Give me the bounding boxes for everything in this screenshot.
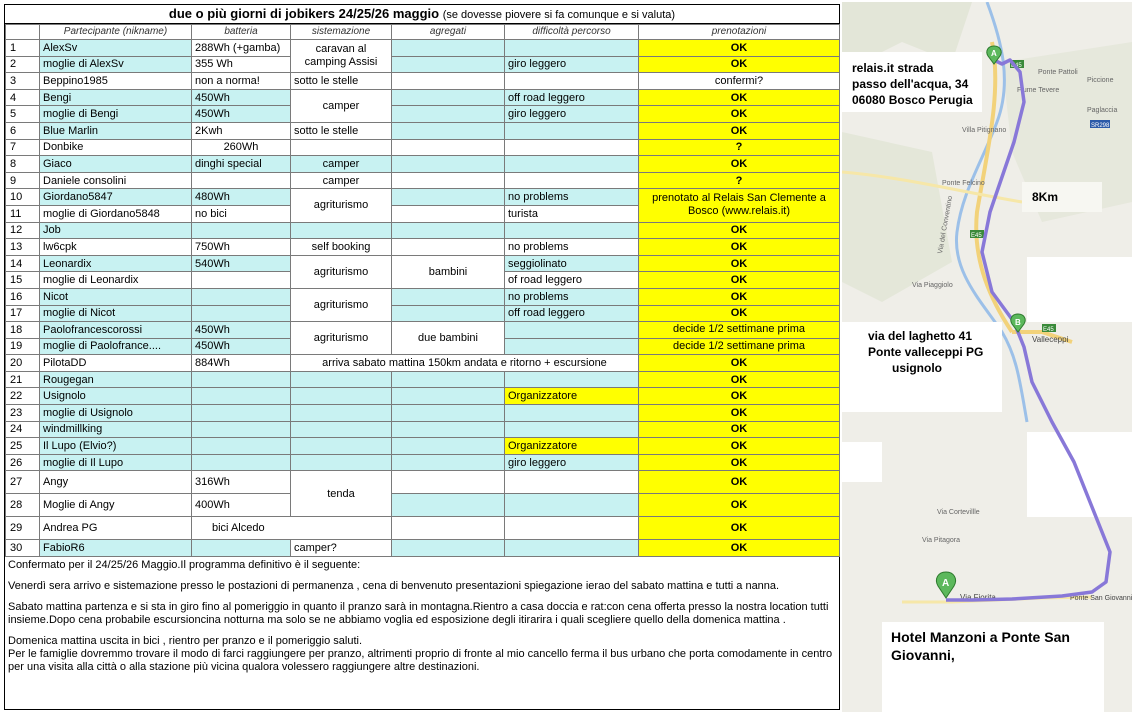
- table-row: [6, 288, 840, 305]
- row-battery: [192, 222, 291, 239]
- row-booking: OK: [639, 56, 840, 73]
- header-battery: batteria: [192, 25, 291, 40]
- row-battery: 450Wh: [192, 89, 291, 106]
- row-battery: [192, 172, 291, 189]
- row-num: 13: [6, 239, 40, 256]
- participants-table: [5, 24, 840, 557]
- row-booking: OK: [639, 106, 840, 123]
- row-aggregates: bambini: [392, 255, 505, 288]
- table-row: [6, 305, 840, 322]
- row-booking: OK: [639, 471, 840, 494]
- row-name: Rougegan: [40, 371, 192, 388]
- row-num: 17: [6, 305, 40, 322]
- row-aggregates: [392, 388, 505, 405]
- row-name: Paolofrancescorossi: [40, 322, 192, 339]
- table-row: [6, 322, 840, 339]
- laghetto-line-2: Ponte valleceppi PG: [868, 345, 984, 359]
- map-label-pattoli: Ponte Pattoli: [1038, 69, 1078, 76]
- row-accommodation: self booking: [291, 239, 392, 256]
- table-row: [6, 421, 840, 438]
- row-num: 6: [6, 122, 40, 139]
- row-name: Giordano5847: [40, 189, 192, 206]
- row-aggregates: [392, 405, 505, 422]
- row-num: 19: [6, 338, 40, 355]
- row-aggregates: [392, 73, 505, 90]
- row-num: 21: [6, 371, 40, 388]
- svg-text:A: A: [991, 49, 997, 58]
- note-friday: Venerdì sera arrivo e sistemazione presso le postazioni di permanenza , cena di benvenuto presentazioni spiegazione ierao del sabato mattina e tutti a nanna.: [8, 580, 780, 593]
- row-aggregates: [392, 56, 505, 73]
- row-num: 4: [6, 89, 40, 106]
- row-battery: 400Wh: [192, 494, 291, 517]
- row-num: 25: [6, 438, 40, 455]
- row-accommodation: [291, 438, 392, 455]
- table-row: [6, 494, 840, 517]
- row-difficulty: [505, 40, 639, 57]
- hotel-line-2: Giovanni,: [891, 647, 955, 663]
- row-aggregates: [392, 239, 505, 256]
- row-num: 1: [6, 40, 40, 57]
- title-note: (se dovesse piovere si fa comunque e si valuta): [442, 9, 676, 21]
- row-name: moglie di Nicot: [40, 305, 192, 322]
- row-booking: OK: [639, 255, 840, 272]
- row-battery: 540Wh: [192, 255, 291, 272]
- row-difficulty: turista: [505, 205, 639, 222]
- row-battery: 450Wh: [192, 338, 291, 355]
- map-label-conventino: Via del Conventino: [937, 195, 955, 255]
- table-row: [6, 73, 840, 90]
- row-name: moglie di Bengi: [40, 106, 192, 123]
- road-shield-e45-low: E45: [1043, 327, 1054, 333]
- row-battery: [192, 288, 291, 305]
- header-difficulty: difficoltà percorso: [505, 25, 639, 40]
- table-row: [6, 189, 840, 206]
- row-name: Donbike: [40, 139, 192, 156]
- row-aggregates: [392, 222, 505, 239]
- row-accommodation: agriturismo: [291, 322, 392, 355]
- row-name: Bengi: [40, 89, 192, 106]
- row-name: FabioR6: [40, 540, 192, 557]
- row-booking: OK: [639, 355, 840, 372]
- row-battery: no bici: [192, 205, 291, 222]
- row-accommodation: [291, 454, 392, 471]
- row-aggregates: [392, 106, 505, 123]
- row-battery: [192, 305, 291, 322]
- table-row: [6, 89, 840, 106]
- row-aggregates: [392, 189, 505, 206]
- hotel-line-1: Hotel Manzoni a Ponte San: [891, 629, 1070, 645]
- row-num: 18: [6, 322, 40, 339]
- row-num: 24: [6, 421, 40, 438]
- row-battery: [192, 272, 291, 289]
- row-difficulty: [505, 471, 639, 494]
- row-name: Blue Marlin: [40, 122, 192, 139]
- row-num: 29: [6, 517, 40, 540]
- row-difficulty: [505, 371, 639, 388]
- row-accommodation: [291, 421, 392, 438]
- row-accommodation: camper: [291, 156, 392, 173]
- row-booking: OK: [639, 222, 840, 239]
- row-aggregates: [392, 371, 505, 388]
- header-participant: Partecipante (nikname): [40, 25, 192, 40]
- row-num: 8: [6, 156, 40, 173]
- row-booking: OK: [639, 494, 840, 517]
- row-aggregates: [392, 89, 505, 106]
- row-difficulty: seggiolinato: [505, 255, 639, 272]
- map-label-piaggiolo: Via Piaggiolo: [912, 282, 953, 289]
- row-booking: OK: [639, 421, 840, 438]
- row-accommodation: [291, 371, 392, 388]
- row-name: Leonardix: [40, 255, 192, 272]
- row-num: 7: [6, 139, 40, 156]
- row-num: 27: [6, 471, 40, 494]
- row-battery: 316Wh: [192, 471, 291, 494]
- row-difficulty: [505, 172, 639, 189]
- row-battery: 480Wh: [192, 189, 291, 206]
- row-name: moglie di Leonardix: [40, 272, 192, 289]
- row-name: Nicot: [40, 288, 192, 305]
- row-name: moglie di Usignolo: [40, 405, 192, 422]
- map-label-pitagora: Via Pitagora: [922, 537, 961, 544]
- relais-address: [852, 60, 973, 108]
- header-accommodation: sistemazione: [291, 25, 392, 40]
- row-battery: 450Wh: [192, 322, 291, 339]
- row-aggregates: [392, 438, 505, 455]
- row-booking: decide 1/2 settimane prima: [639, 322, 840, 339]
- row-battery: [192, 438, 291, 455]
- row-num: 20: [6, 355, 40, 372]
- hotel-label: [891, 628, 1070, 664]
- row-battery: 450Wh: [192, 106, 291, 123]
- table-row: [6, 122, 840, 139]
- row-accommodation: [291, 405, 392, 422]
- row-booking: OK: [639, 371, 840, 388]
- row-num: 10: [6, 189, 40, 206]
- row-accommodation: agriturismo: [291, 288, 392, 321]
- row-battery: [192, 405, 291, 422]
- row-name: PilotaDD: [40, 355, 192, 372]
- row-difficulty: [505, 405, 639, 422]
- row-difficulty: [505, 322, 639, 339]
- map-label-valleceppi: Valleceppi: [1032, 335, 1069, 344]
- row-name: Moglie di Angy: [40, 494, 192, 517]
- row-aggregates: [392, 172, 505, 189]
- map-label-piccione: Piccione: [1087, 77, 1114, 84]
- row-accommodation: camper: [291, 172, 392, 189]
- row-aggregates: [392, 517, 505, 540]
- row-name: windmillking: [40, 421, 192, 438]
- row-difficulty: of road leggero: [505, 272, 639, 289]
- row-booking: ?: [639, 139, 840, 156]
- row-battery: 750Wh: [192, 239, 291, 256]
- row-aggregates: [392, 205, 505, 222]
- route-map: [842, 2, 1132, 712]
- row-name: moglie di Giordano5848: [40, 205, 192, 222]
- row-battery: 2Kwh: [192, 122, 291, 139]
- row-aggregates: [392, 288, 505, 305]
- row-difficulty: no problems: [505, 239, 639, 256]
- row-num: 30: [6, 540, 40, 557]
- row-difficulty: Organizzatore: [505, 388, 639, 405]
- row-name: moglie di Il Lupo: [40, 454, 192, 471]
- row-difficulty: off road leggero: [505, 89, 639, 106]
- row-battery: [192, 540, 291, 557]
- table-row: [6, 222, 840, 239]
- row-booking: OK: [639, 156, 840, 173]
- row-difficulty: [505, 540, 639, 557]
- row-name: moglie di AlexSv: [40, 56, 192, 73]
- table-row: [6, 172, 840, 189]
- row-battery: [192, 388, 291, 405]
- row-accommodation: camper: [291, 89, 392, 122]
- row-difficulty: [505, 494, 639, 517]
- row-booking: OK: [639, 388, 840, 405]
- row-aggregates: [392, 122, 505, 139]
- row-difficulty: off road leggero: [505, 305, 639, 322]
- row-name: lw6cpk: [40, 239, 192, 256]
- row-booking: prenotato al Relais San Clemente a Bosco (www.relais.it): [639, 189, 840, 222]
- row-booking: decide 1/2 settimane prima: [639, 338, 840, 355]
- table-row: [6, 371, 840, 388]
- table-row: [6, 540, 840, 557]
- note-families: Per le famiglie dovremmo trovare il modo di farci raggiungere per pranzo, altrimenti proprio di fronte al mio cancello ferma il bus urbano che porta comodamente in centro per una visita alla città o alla stazione più vicina qualora volessero raggiungere altre destinazioni.: [8, 648, 833, 674]
- row-aggregates: [392, 305, 505, 322]
- table-row: [6, 405, 840, 422]
- map-label-tevere: Fiume Tevere: [1017, 87, 1060, 94]
- row-name: Daniele consolini: [40, 172, 192, 189]
- row-num: 23: [6, 405, 40, 422]
- map-label-pitignano: Villa Pitignano: [962, 127, 1007, 134]
- row-battery: non a norma!: [192, 73, 291, 90]
- row-name: moglie di Paolofrance....: [40, 338, 192, 355]
- row-booking: OK: [639, 122, 840, 139]
- table-row: [6, 239, 840, 256]
- row-name: Andrea PG: [40, 517, 192, 540]
- row-num: 9: [6, 172, 40, 189]
- row-accommodation: sotto le stelle: [291, 73, 392, 90]
- map-label-cortevillle: Via Cortevillle: [937, 509, 980, 516]
- row-accommodation: tenda: [291, 471, 392, 517]
- row-num: 16: [6, 288, 40, 305]
- row-booking: OK: [639, 305, 840, 322]
- row-difficulty: [505, 73, 639, 90]
- distance-label: 8Km: [1032, 190, 1059, 204]
- row-num: 22: [6, 388, 40, 405]
- row-name: AlexSv: [40, 40, 192, 57]
- relais-line-1: relais.it strada: [852, 61, 934, 75]
- row-aggregates: due bambini: [392, 322, 505, 355]
- row-aggregates: [392, 40, 505, 57]
- row-aggregates: [392, 540, 505, 557]
- row-num: 26: [6, 454, 40, 471]
- relais-line-2: passo dell'acqua, 34: [852, 77, 969, 91]
- table-row: [6, 106, 840, 123]
- row-note: arriva sabato mattina 150km andata e ritorno + escursione: [291, 355, 639, 372]
- row-accommodation: agriturismo: [291, 189, 392, 222]
- table-row: [6, 388, 840, 405]
- row-battery: bici Alcedo: [192, 517, 392, 540]
- table-row: [6, 517, 840, 540]
- row-num: 14: [6, 255, 40, 272]
- svg-text:A: A: [942, 578, 950, 589]
- row-name: Giaco: [40, 156, 192, 173]
- row-difficulty: [505, 421, 639, 438]
- table-row: [6, 139, 840, 156]
- table-row: [6, 471, 840, 494]
- row-battery: 884Wh: [192, 355, 291, 372]
- row-aggregates: [392, 156, 505, 173]
- row-num: 12: [6, 222, 40, 239]
- table-row: [6, 355, 840, 372]
- map-label-psg: Ponte San Giovanni: [1070, 595, 1132, 602]
- row-difficulty: [505, 222, 639, 239]
- row-name: Angy: [40, 471, 192, 494]
- row-accommodation: [291, 139, 392, 156]
- row-booking: OK: [639, 89, 840, 106]
- row-booking: OK: [639, 454, 840, 471]
- row-difficulty: [505, 517, 639, 540]
- row-difficulty: giro leggero: [505, 106, 639, 123]
- svg-text:B: B: [1015, 318, 1021, 327]
- road-shield-sr298: SR298: [1091, 123, 1110, 129]
- table-row: [6, 438, 840, 455]
- table-row: [6, 40, 840, 57]
- row-num: 15: [6, 272, 40, 289]
- road-shield-e45-top: E45: [1011, 63, 1022, 69]
- table-row: [6, 454, 840, 471]
- row-num: 2: [6, 56, 40, 73]
- row-name: Usignolo: [40, 388, 192, 405]
- header-bookings: prenotazioni: [639, 25, 840, 40]
- row-difficulty: [505, 156, 639, 173]
- note-sunday: Domenica mattina uscita in bici , rientro per pranzo e il pomeriggio saluti.: [8, 635, 362, 648]
- map-label-paglaccia: Paglaccia: [1087, 107, 1118, 114]
- table-row: [6, 156, 840, 173]
- row-difficulty: no problems: [505, 288, 639, 305]
- row-battery: [192, 371, 291, 388]
- header-row: [6, 25, 840, 40]
- row-booking: OK: [639, 40, 840, 57]
- row-difficulty: Organizzatore: [505, 438, 639, 455]
- sheet-title: [5, 5, 839, 24]
- row-booking: ?: [639, 172, 840, 189]
- row-difficulty: [505, 139, 639, 156]
- row-difficulty: [505, 338, 639, 355]
- note-saturday: Sabato mattina partenza e si sta in giro fino al pomeriggio in quanto il pranzo sarà in montagna.Rientro a casa doccia e rat:con cena offerta presso la nostra location tutti insieme.Dopo cena probabile escursioncina notturna ma solo se ne abbiamo voglia ed esposizione degli itirarira i quali scegliere quello della domenica mattina .: [8, 601, 829, 627]
- relais-line-3: 06080 Bosco Perugia: [852, 93, 973, 107]
- header-aggregates: agregati: [392, 25, 505, 40]
- row-battery: 288Wh (+gamba): [192, 40, 291, 57]
- row-difficulty: no problems: [505, 189, 639, 206]
- row-accommodation: [291, 388, 392, 405]
- row-difficulty: giro leggero: [505, 56, 639, 73]
- laghetto-address: [868, 328, 983, 376]
- laghetto-line-3: usignolo: [892, 361, 942, 375]
- note-confirmed: Confermato per il 24/25/26 Maggio.Il programma definitivo è il seguente:: [8, 559, 361, 572]
- row-aggregates: [392, 471, 505, 494]
- row-name: Il Lupo (Elvio?): [40, 438, 192, 455]
- row-battery: 355 Wh: [192, 56, 291, 73]
- title-main: due o più giorni di jobikers 24/25/26 maggio: [168, 6, 440, 21]
- row-accommodation: caravan al camping Assisi: [291, 40, 392, 73]
- row-booking: confermi?: [639, 73, 840, 90]
- row-name: Job: [40, 222, 192, 239]
- row-aggregates: [392, 139, 505, 156]
- row-booking: OK: [639, 288, 840, 305]
- map-label-fiorita: Via Fiorita: [960, 593, 996, 602]
- map-label-felcino: Ponte Felcino: [942, 180, 985, 187]
- row-booking: OK: [639, 405, 840, 422]
- row-difficulty: [505, 122, 639, 139]
- row-booking: OK: [639, 438, 840, 455]
- row-difficulty: giro leggero: [505, 454, 639, 471]
- row-battery: 260Wh: [192, 139, 291, 156]
- row-battery: dinghi special: [192, 156, 291, 173]
- row-name: Beppino1985: [40, 73, 192, 90]
- table-row: [6, 56, 840, 73]
- table-row: [6, 255, 840, 272]
- row-aggregates: [392, 494, 505, 517]
- row-accommodation: camper?: [291, 540, 392, 557]
- spreadsheet: [4, 4, 840, 710]
- laghetto-line-1: via del laghetto 41: [868, 329, 973, 343]
- row-aggregates: [392, 421, 505, 438]
- row-accommodation: agriturismo: [291, 255, 392, 288]
- program-notes: [5, 557, 839, 682]
- row-num: 11: [6, 205, 40, 222]
- road-shield-e45-mid: E45: [971, 233, 982, 239]
- row-num: 5: [6, 106, 40, 123]
- row-num: 3: [6, 73, 40, 90]
- row-battery: [192, 421, 291, 438]
- row-booking: OK: [639, 517, 840, 540]
- row-booking: OK: [639, 239, 840, 256]
- header-num: [6, 25, 40, 40]
- row-num: 28: [6, 494, 40, 517]
- row-booking: OK: [639, 540, 840, 557]
- row-accommodation: sotto le stelle: [291, 122, 392, 139]
- row-aggregates: [392, 454, 505, 471]
- row-booking: OK: [639, 272, 840, 289]
- row-battery: [192, 454, 291, 471]
- row-accommodation: [291, 222, 392, 239]
